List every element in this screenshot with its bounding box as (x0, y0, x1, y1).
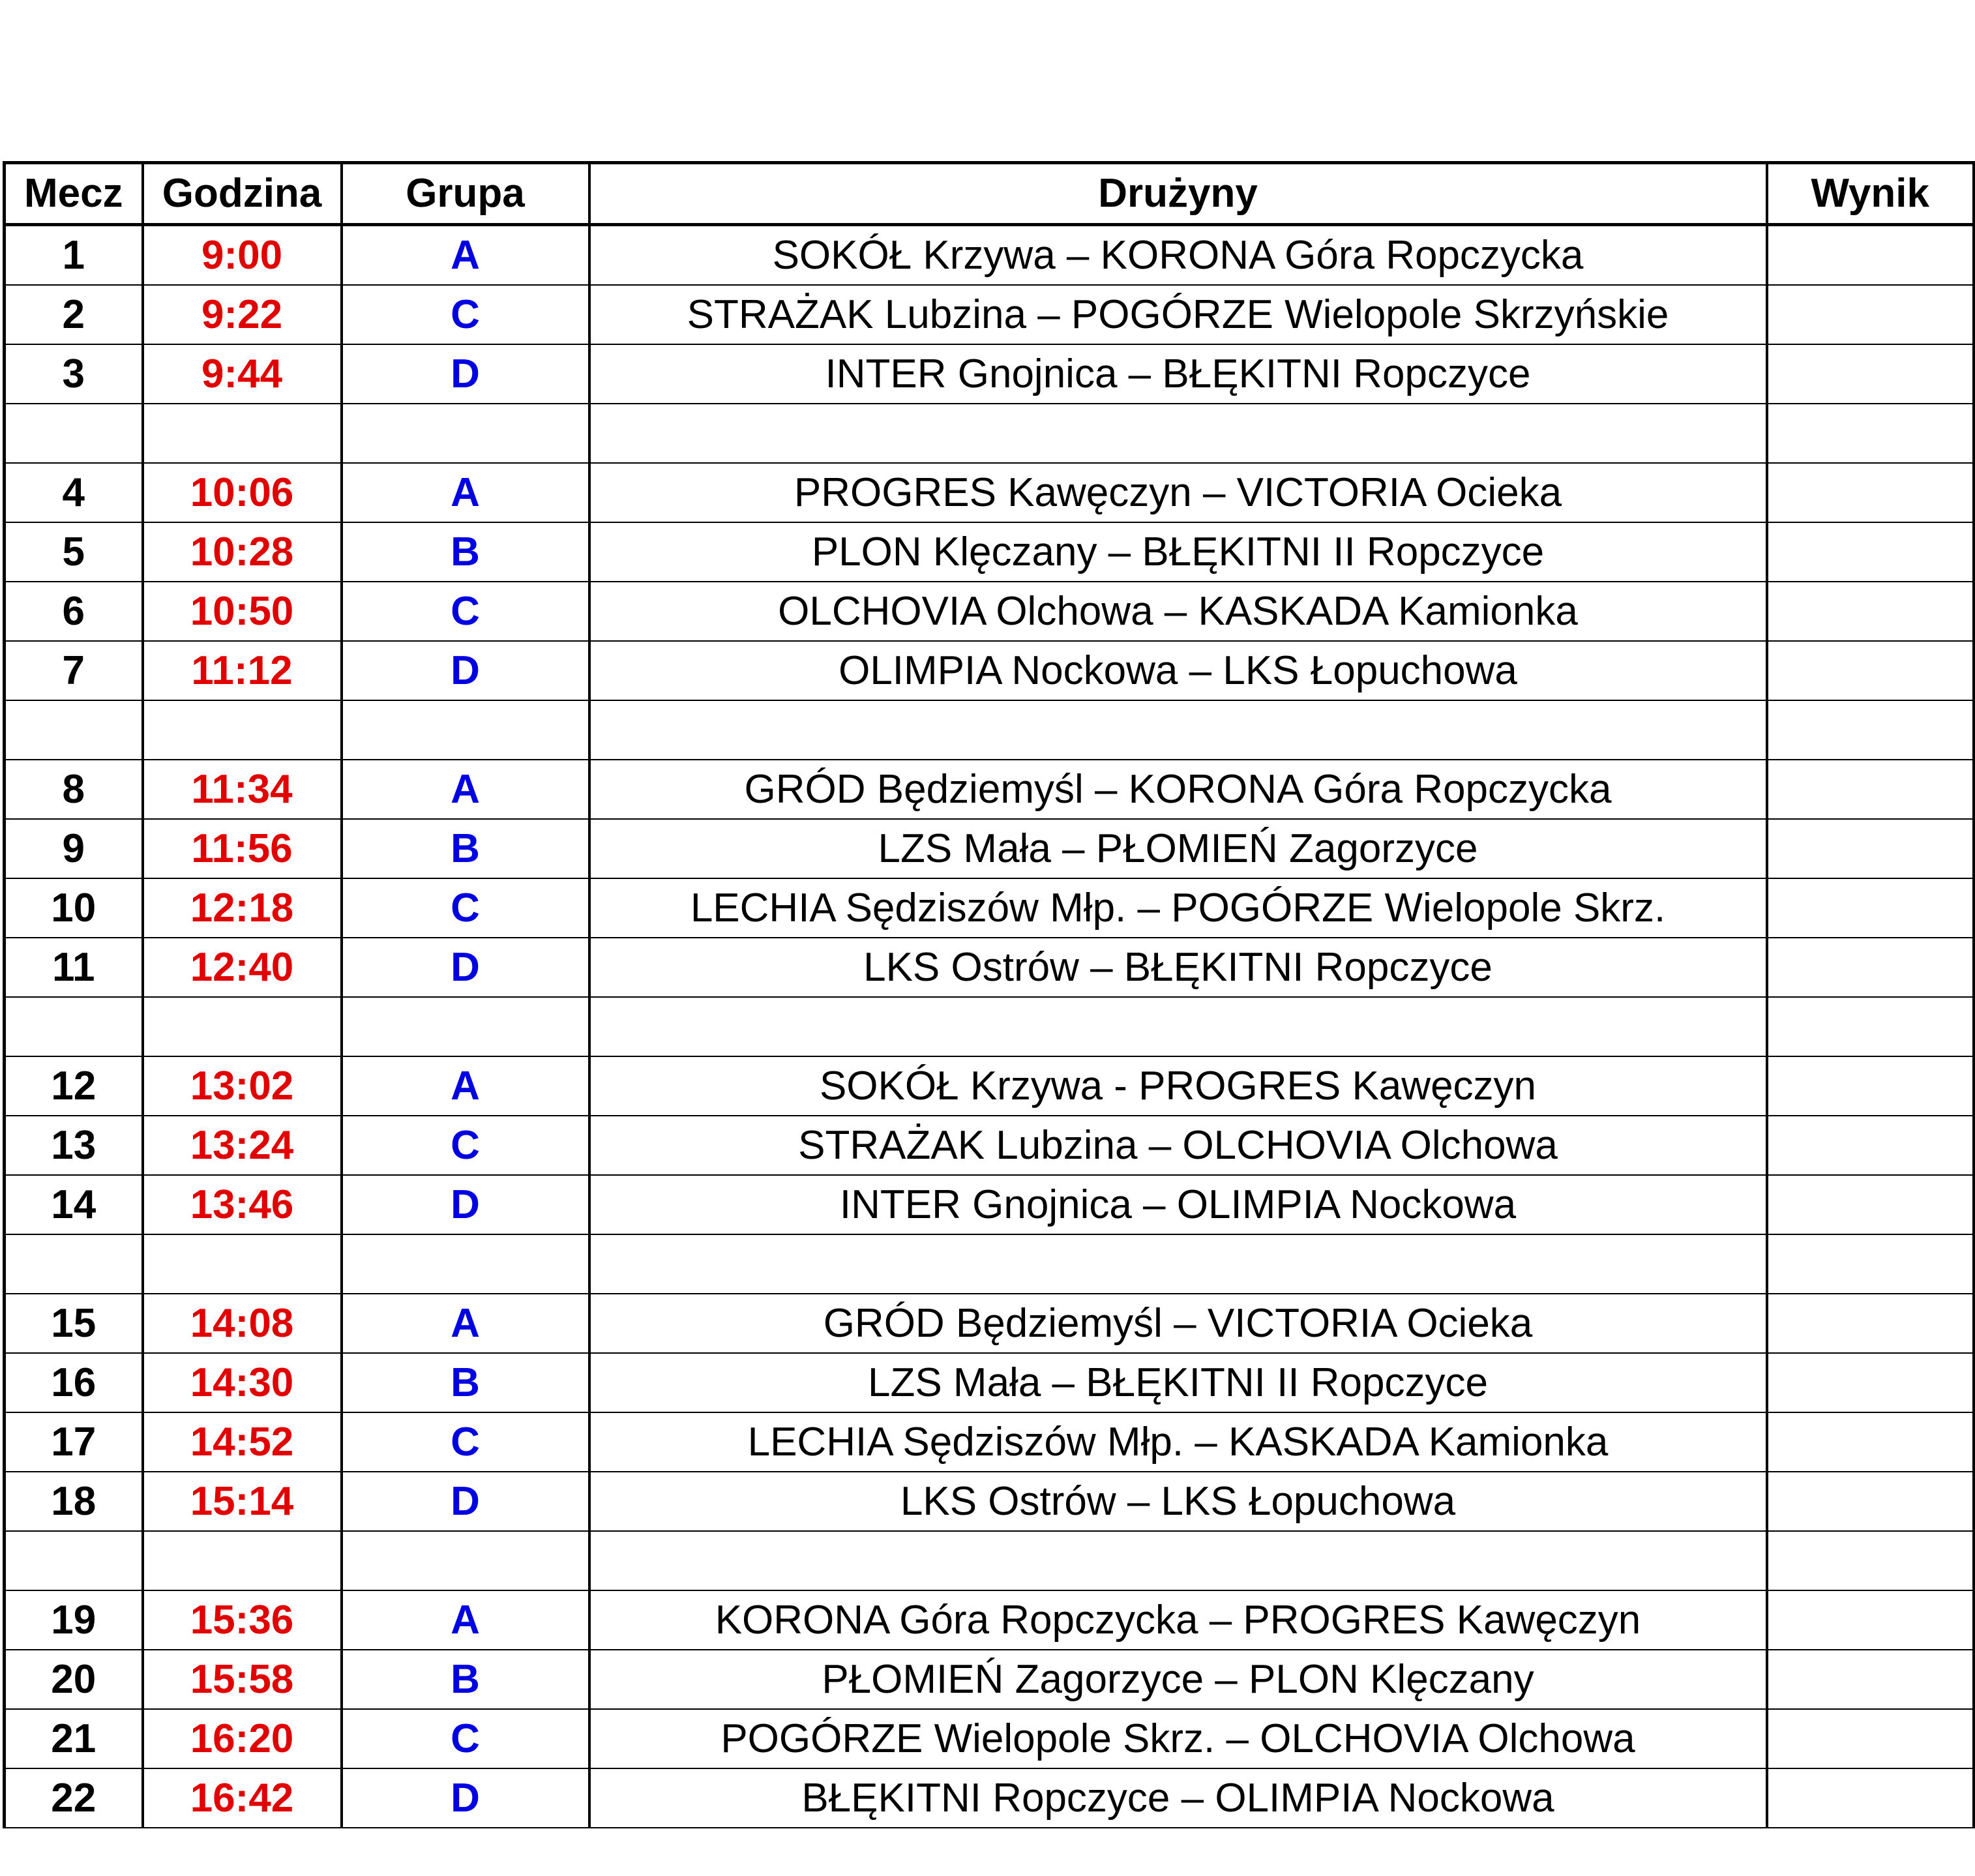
table-row (5, 1472, 1974, 1531)
match-result-cell (1767, 582, 1974, 641)
match-teams-cell: KORONA Góra Ropczycka – PROGRES Kawęczyn (589, 1590, 1767, 1650)
header-grupa: Grupa (342, 163, 589, 225)
match-result-cell (1767, 878, 1974, 938)
match-teams-cell: LKS Ostrów – BŁĘKITNI Ropczyce (589, 938, 1767, 997)
match-time-cell: 15:36 (143, 1590, 342, 1650)
match-result-cell (1767, 522, 1974, 582)
match-group-cell: D (342, 641, 589, 700)
match-time-cell: 9:00 (143, 225, 342, 286)
table-row (5, 1175, 1974, 1234)
match-number-cell: 4 (5, 463, 143, 522)
match-group-cell: B (342, 1353, 589, 1412)
match-group-cell: A (342, 1294, 589, 1353)
match-result-cell (1767, 1768, 1974, 1828)
match-teams-cell: LKS Ostrów – LKS Łopuchowa (589, 1472, 1767, 1531)
table-row (5, 878, 1974, 938)
match-time-cell (143, 700, 342, 760)
match-time-cell: 14:30 (143, 1353, 342, 1412)
table-row (5, 1412, 1974, 1472)
table-row (5, 1650, 1974, 1709)
match-number-cell (5, 997, 143, 1056)
table-row (5, 1294, 1974, 1353)
match-group-cell: C (342, 285, 589, 344)
match-result-cell (1767, 1590, 1974, 1650)
match-result-cell (1767, 1353, 1974, 1412)
table-row (5, 1709, 1974, 1768)
table-row (5, 819, 1974, 878)
match-number-cell: 16 (5, 1353, 143, 1412)
match-result-cell (1767, 819, 1974, 878)
match-time-cell: 10:28 (143, 522, 342, 582)
match-teams-cell: LZS Mała – BŁĘKITNI II Ropczyce (589, 1353, 1767, 1412)
match-teams-cell: PLON Klęczany – BŁĘKITNI II Ropczyce (589, 522, 1767, 582)
spacer-row (5, 997, 1974, 1056)
match-number-cell: 6 (5, 582, 143, 641)
match-group-cell (342, 1234, 589, 1294)
match-time-cell: 13:02 (143, 1056, 342, 1116)
match-teams-cell: OLIMPIA Nockowa – LKS Łopuchowa (589, 641, 1767, 700)
match-group-cell: D (342, 938, 589, 997)
match-teams-cell (589, 1531, 1767, 1590)
table-row (5, 463, 1974, 522)
match-number-cell: 5 (5, 522, 143, 582)
match-result-cell (1767, 404, 1974, 463)
match-teams-cell: BŁĘKITNI Ropczyce – OLIMPIA Nockowa (589, 1768, 1767, 1828)
match-group-cell: C (342, 1116, 589, 1175)
match-teams-cell: SOKÓŁ Krzywa - PROGRES Kawęczyn (589, 1056, 1767, 1116)
match-time-cell: 16:42 (143, 1768, 342, 1828)
match-time-cell: 13:46 (143, 1175, 342, 1234)
table-row (5, 582, 1974, 641)
match-time-cell (143, 997, 342, 1056)
match-teams-cell (589, 1234, 1767, 1294)
match-time-cell: 10:50 (143, 582, 342, 641)
match-teams-cell (589, 700, 1767, 760)
match-number-cell (5, 1234, 143, 1294)
match-number-cell: 1 (5, 225, 143, 286)
match-result-cell (1767, 1175, 1974, 1234)
match-number-cell: 12 (5, 1056, 143, 1116)
spacer-row (5, 1531, 1974, 1590)
match-group-cell: A (342, 463, 589, 522)
match-number-cell: 21 (5, 1709, 143, 1768)
match-time-cell: 14:08 (143, 1294, 342, 1353)
table-row (5, 1353, 1974, 1412)
match-time-cell: 9:22 (143, 285, 342, 344)
match-number-cell (5, 404, 143, 463)
table-row (5, 285, 1974, 344)
match-group-cell: D (342, 1472, 589, 1531)
match-result-cell (1767, 760, 1974, 819)
match-group-cell (342, 404, 589, 463)
match-teams-cell (589, 404, 1767, 463)
match-number-cell: 15 (5, 1294, 143, 1353)
match-teams-cell: LECHIA Sędziszów Młp. – POGÓRZE Wielopole Skrz. (589, 878, 1767, 938)
match-number-cell: 11 (5, 938, 143, 997)
match-time-cell: 9:44 (143, 344, 342, 404)
match-time-cell (143, 1531, 342, 1590)
match-number-cell: 14 (5, 1175, 143, 1234)
match-teams-cell: INTER Gnojnica – BŁĘKITNI Ropczyce (589, 344, 1767, 404)
match-group-cell: C (342, 1709, 589, 1768)
match-result-cell (1767, 1650, 1974, 1709)
match-time-cell: 14:52 (143, 1412, 342, 1472)
match-result-cell (1767, 1709, 1974, 1768)
match-group-cell: C (342, 1412, 589, 1472)
match-group-cell: C (342, 878, 589, 938)
match-teams-cell: SOKÓŁ Krzywa – KORONA Góra Ropczycka (589, 225, 1767, 286)
match-group-cell (342, 700, 589, 760)
match-teams-cell: OLCHOVIA Olchowa – KASKADA Kamionka (589, 582, 1767, 641)
match-schedule-table (3, 161, 1975, 1828)
match-number-cell: 9 (5, 819, 143, 878)
match-group-cell: B (342, 819, 589, 878)
match-number-cell: 20 (5, 1650, 143, 1709)
schedule-body (5, 225, 1974, 1828)
match-teams-cell (589, 997, 1767, 1056)
match-teams-cell: PROGRES Kawęczyn – VICTORIA Ocieka (589, 463, 1767, 522)
match-number-cell: 3 (5, 344, 143, 404)
table-row (5, 760, 1974, 819)
spacer-row (5, 404, 1974, 463)
match-result-cell (1767, 1472, 1974, 1531)
match-group-cell: D (342, 1175, 589, 1234)
match-group-cell (342, 997, 589, 1056)
match-result-cell (1767, 700, 1974, 760)
spacer-row (5, 1234, 1974, 1294)
header-druzyny: Drużyny (589, 163, 1767, 225)
table-row (5, 1056, 1974, 1116)
match-group-cell: A (342, 1590, 589, 1650)
match-result-cell (1767, 641, 1974, 700)
match-result-cell (1767, 938, 1974, 997)
header-wynik: Wynik (1767, 163, 1974, 225)
match-group-cell: A (342, 760, 589, 819)
match-time-cell (143, 404, 342, 463)
table-row (5, 641, 1974, 700)
table-row (5, 225, 1974, 286)
match-time-cell: 12:18 (143, 878, 342, 938)
match-result-cell (1767, 344, 1974, 404)
match-teams-cell: GRÓD Będziemyśl – VICTORIA Ocieka (589, 1294, 1767, 1353)
match-time-cell: 12:40 (143, 938, 342, 997)
match-group-cell: B (342, 522, 589, 582)
match-number-cell: 13 (5, 1116, 143, 1175)
match-time-cell: 11:34 (143, 760, 342, 819)
match-number-cell: 2 (5, 285, 143, 344)
match-time-cell (143, 1234, 342, 1294)
table-row (5, 344, 1974, 404)
match-result-cell (1767, 997, 1974, 1056)
match-teams-cell: INTER Gnojnica – OLIMPIA Nockowa (589, 1175, 1767, 1234)
match-number-cell: 8 (5, 760, 143, 819)
spacer-row (5, 700, 1974, 760)
match-number-cell: 17 (5, 1412, 143, 1472)
match-group-cell: B (342, 1650, 589, 1709)
table-row (5, 1116, 1974, 1175)
match-result-cell (1767, 1116, 1974, 1175)
match-result-cell (1767, 1412, 1974, 1472)
match-result-cell (1767, 1294, 1974, 1353)
match-time-cell: 16:20 (143, 1709, 342, 1768)
match-number-cell: 18 (5, 1472, 143, 1531)
match-time-cell: 15:14 (143, 1472, 342, 1531)
table-row (5, 1590, 1974, 1650)
match-time-cell: 10:06 (143, 463, 342, 522)
match-teams-cell: STRAŻAK Lubzina – POGÓRZE Wielopole Skrzyńskie (589, 285, 1767, 344)
match-teams-cell: LZS Mała – PŁOMIEŃ Zagorzyce (589, 819, 1767, 878)
match-teams-cell: PŁOMIEŃ Zagorzyce – PLON Klęczany (589, 1650, 1767, 1709)
match-group-cell: D (342, 344, 589, 404)
match-time-cell: 15:58 (143, 1650, 342, 1709)
match-group-cell: C (342, 582, 589, 641)
match-group-cell: A (342, 1056, 589, 1116)
match-number-cell: 7 (5, 641, 143, 700)
table-row (5, 938, 1974, 997)
match-group-cell: A (342, 225, 589, 286)
match-result-cell (1767, 1531, 1974, 1590)
match-time-cell: 11:56 (143, 819, 342, 878)
match-number-cell: 22 (5, 1768, 143, 1828)
match-result-cell (1767, 285, 1974, 344)
header-mecz: Mecz (5, 163, 143, 225)
match-time-cell: 11:12 (143, 641, 342, 700)
match-result-cell (1767, 1234, 1974, 1294)
header-godzina: Godzina (143, 163, 342, 225)
table-row (5, 1768, 1974, 1828)
match-result-cell (1767, 225, 1974, 286)
table-row (5, 522, 1974, 582)
match-teams-cell: POGÓRZE Wielopole Skrz. – OLCHOVIA Olchowa (589, 1709, 1767, 1768)
match-number-cell (5, 1531, 143, 1590)
match-result-cell (1767, 463, 1974, 522)
match-teams-cell: LECHIA Sędziszów Młp. – KASKADA Kamionka (589, 1412, 1767, 1472)
match-number-cell (5, 700, 143, 760)
match-result-cell (1767, 1056, 1974, 1116)
match-teams-cell: GRÓD Będziemyśl – KORONA Góra Ropczycka (589, 760, 1767, 819)
match-number-cell: 19 (5, 1590, 143, 1650)
match-group-cell (342, 1531, 589, 1590)
match-group-cell: D (342, 1768, 589, 1828)
match-teams-cell: STRAŻAK Lubzina – OLCHOVIA Olchowa (589, 1116, 1767, 1175)
header-row (5, 163, 1974, 225)
match-time-cell: 13:24 (143, 1116, 342, 1175)
match-number-cell: 10 (5, 878, 143, 938)
